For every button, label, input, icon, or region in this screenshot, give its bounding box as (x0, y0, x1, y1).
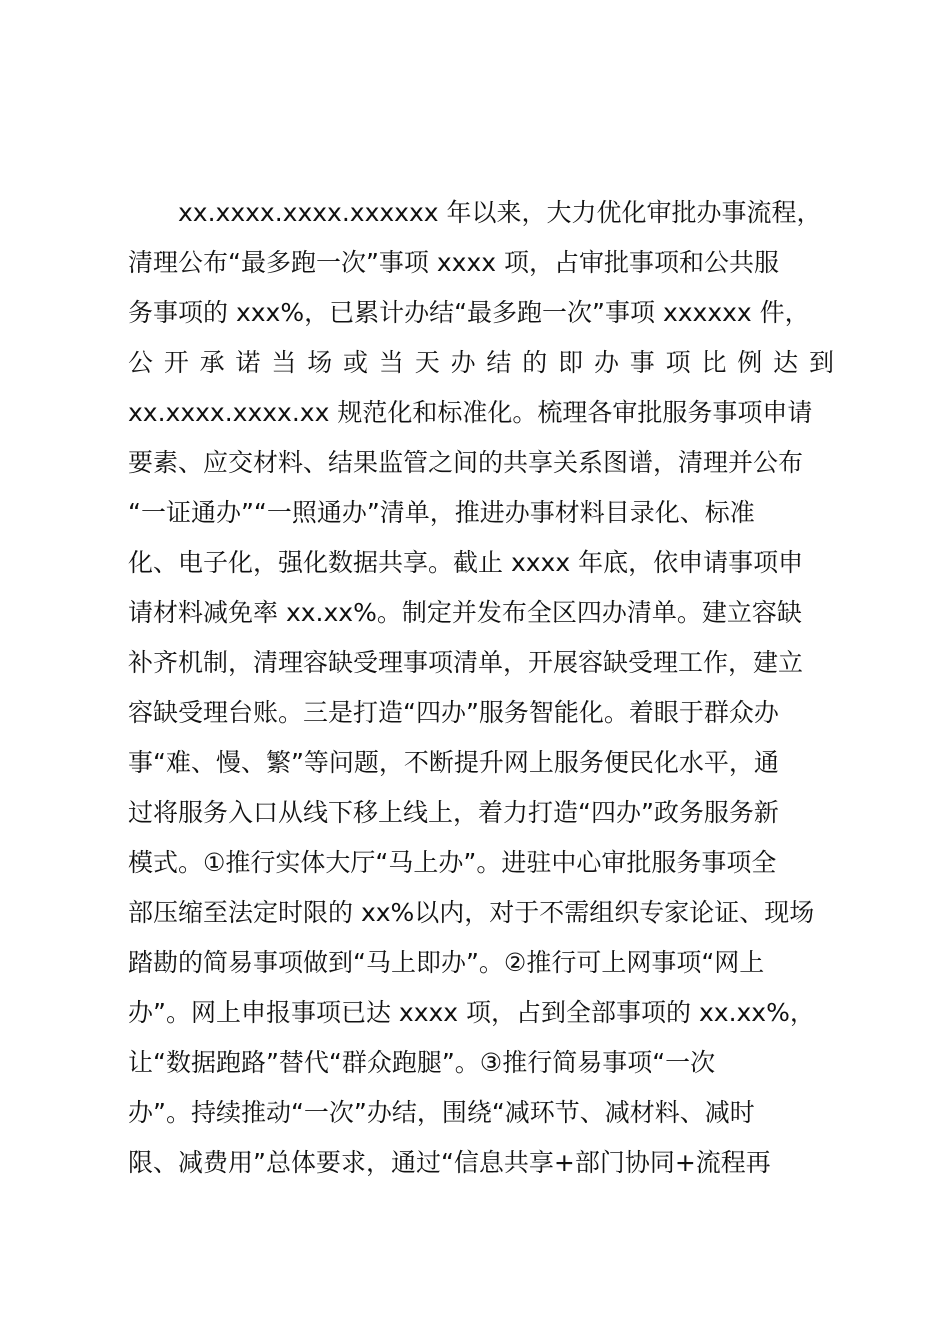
text-line: 清理公布“最多跑一次”事项 xxxx 项，占审批事项和公共服 (128, 248, 779, 277)
text-line: 化、电子化，强化数据共享。截止 xxxx 年底，依申请事项申 (128, 548, 804, 577)
text-line: 请材料减免率 xx.xx%。制定并发布全区四办清单。建立容缺 (128, 598, 802, 627)
text-line: 办”。网上申报事项已达 xxxx 项，占到全部事项的 xx.xx%， (128, 998, 815, 1027)
text-line: 公开承诺当场或当天办结的即办事项比例达到 (128, 348, 834, 377)
text-line: 办”。持续推动“一次”办结，围绕“减环节、减材料、减时 (128, 1098, 755, 1127)
text-line: 容缺受理台账。三是打造“四办”服务智能化。着眼于群众办 (128, 698, 779, 727)
text-line: 模式。①推行实体大厅“马上办”。进驻中心审批服务事项全 (128, 848, 777, 877)
text-line: 限、减费用”总体要求，通过“信息共享+部门协同+流程再 (128, 1148, 771, 1177)
text-line: 要素、应交材料、结果监管之间的共享关系图谱，清理并公布 (128, 448, 804, 477)
text-line: 补齐机制，清理容缺受理事项清单，开展容缺受理工作，建立 (128, 648, 804, 677)
text-line: 踏勘的简易事项做到“马上即办”。②推行可上网事项“网上 (128, 948, 765, 977)
text-line: xx.xxxx.xxxx.xx 规范化和标准化。梳理各审批服务事项申请 (128, 398, 813, 427)
text-line: xx.xxxx.xxxx.xxxxxx 年以来，大力优化审批办事流程， (178, 198, 822, 227)
text-line: 务事项的 xxx%，已累计办结“最多跑一次”事项 xxxxxx 件， (128, 298, 810, 327)
text-line: 部压缩至法定时限的 xx%以内，对于不需组织专家论证、现场 (128, 898, 815, 927)
text-line: 让“数据跑路”替代“群众跑腿”。③推行简易事项“一次 (128, 1048, 716, 1077)
text-line: “一证通办”“一照通办”清单，推进办事材料目录化、标准 (128, 498, 755, 527)
body-paragraph (128, 188, 834, 1188)
text-line: 过将服务入口从线下移上线上，着力打造“四办”政务服务新 (128, 798, 779, 827)
text-line: 事“难、慢、繁”等问题，不断提升网上服务便民化水平，通 (128, 748, 779, 777)
